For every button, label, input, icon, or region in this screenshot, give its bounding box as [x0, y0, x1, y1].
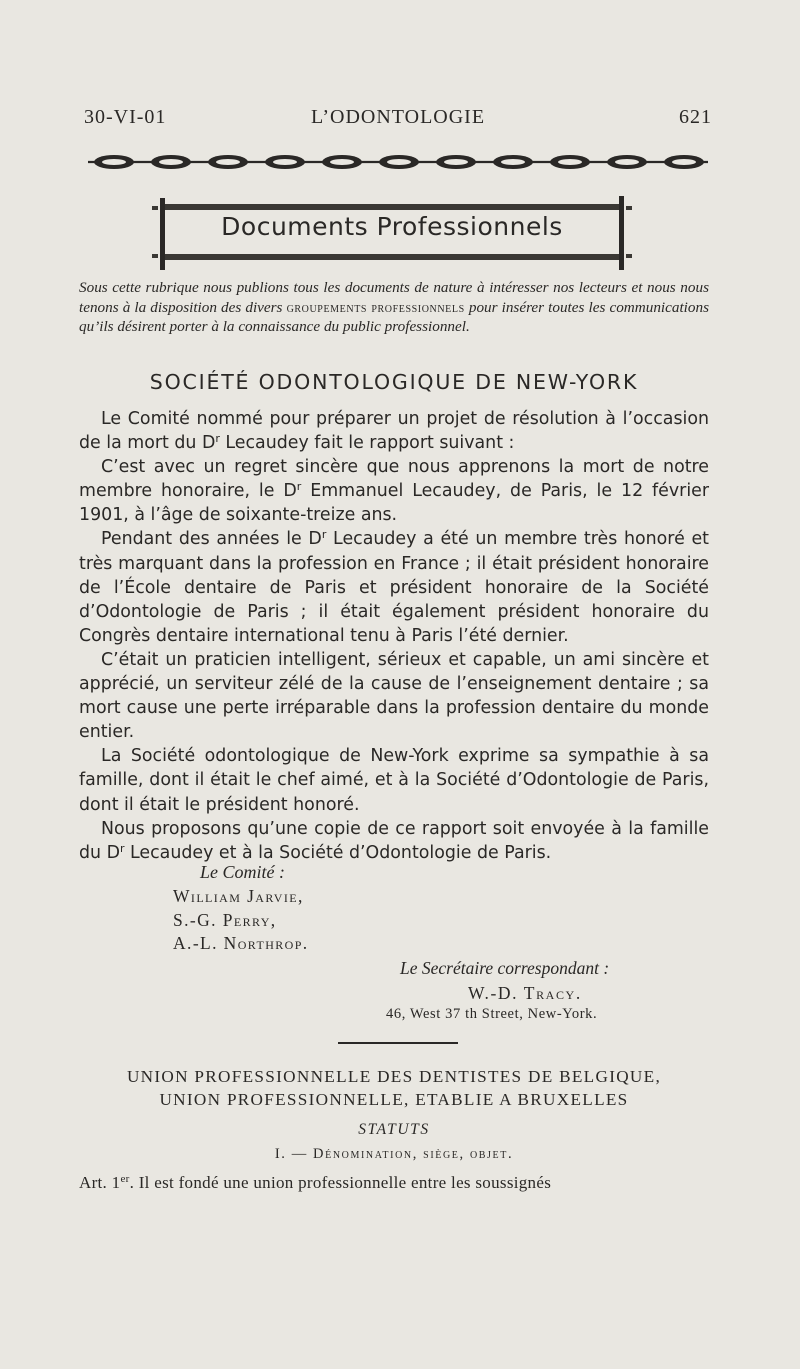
committee-label: Le Comité :	[200, 862, 285, 882]
secretary-name	[468, 983, 582, 1004]
superscript: r	[321, 528, 327, 542]
signature-name	[173, 910, 277, 931]
superscript: er	[120, 1173, 130, 1185]
sig-rest: illiam Jarvie,	[190, 886, 304, 906]
section-number: I. —	[274, 1146, 314, 1162]
intro-text-1: Sous cette rubrique nous publions tous les documents de nature à intéresser nos lecteurs et nous nous tenons à la disposition des divers	[79, 279, 709, 316]
superscript: r	[119, 841, 125, 855]
signature-name	[173, 886, 304, 907]
paragraph	[79, 455, 709, 527]
sig-rest: erry,	[233, 910, 277, 930]
sig-initials: S.-G. P	[173, 910, 234, 930]
section-heading: SOCIÉTÉ ODONTOLOGIQUE DE NEW-YORK	[149, 370, 639, 394]
text: Lecaudey fait le rapport suivant :	[219, 433, 515, 454]
article-text: . Il est fondé une union professionnelle entre les soussignés	[129, 1173, 552, 1192]
paragraph	[79, 527, 709, 647]
union-heading-1: UNION PROFESSIONNELLE DES DENTISTES DE BELGIQUE,	[126, 1067, 662, 1086]
statuts-heading: STATUTS	[358, 1121, 430, 1138]
header-journal-title: L’ODONTOLOGIE	[310, 106, 486, 128]
paragraph: C’était un praticien intelligent, sérieux et capable, un ami sincère et apprécié, un serviteur zélé de la cause de l’enseignement dentaire ; sa mort cause une perte irréparable dans la profession dentaire du monde entier.	[79, 649, 709, 743]
section-name: Dénomination, siège, objet.	[313, 1146, 514, 1162]
ornamental-divider	[84, 152, 712, 172]
article-body	[79, 407, 709, 865]
header-date: 30-VI-01	[84, 106, 167, 128]
intro-text-2: pour insérer toutes les communications qu’ils désirent porter à la connaissance du public professionnel.	[79, 298, 710, 336]
signature-name	[173, 933, 309, 954]
secretary-address: 46, West 37 th Street, New-York.	[386, 1006, 598, 1022]
sig-initials: A.-L. N	[173, 933, 238, 953]
secretary-label: Le Secrétaire correspondant :	[400, 958, 610, 978]
text: Lecaudey et à la Société d’Odontologie de Paris.	[124, 842, 552, 863]
text: Pendant des années le D	[101, 529, 322, 550]
section-subheading	[79, 1146, 709, 1163]
sec-initials: W.-D. T	[468, 983, 537, 1003]
superscript: r	[215, 432, 220, 446]
section-banner	[152, 192, 632, 270]
header-page-number: 621	[679, 106, 712, 128]
article-line	[79, 1173, 709, 1193]
paragraph	[79, 817, 709, 865]
intro-smallcaps: groupements professionnels	[286, 299, 465, 315]
text: C’est avec un regret sincère que nous apprenons la mort de notre membre honoraire, le D	[79, 457, 709, 502]
paragraph: La Société odontologique de New-York exprime sa sympathie à sa famille, dont il était le chef aimé, et à la Société d’Odontologie de Paris, dont il était le président honoré.	[79, 746, 709, 815]
intro-paragraph	[79, 278, 709, 337]
sig-rest: orthrop.	[237, 933, 309, 953]
sig-initials: W	[173, 886, 191, 906]
text: Lecaudey a été un membre très honoré et très marquant dans la profession en France ; il était président honoraire de l’École dentaire de Paris et président honoraire de la Société d’Odontologie de Paris ; il était également président honoraire du Congrès dentaire international tenu à Paris l’été dernier.	[79, 529, 709, 646]
superscript: r	[296, 480, 302, 494]
paragraph	[79, 407, 709, 455]
text: Nous proposons qu’une copie de ce rapport soit envoyée à la famille du D	[79, 818, 709, 863]
banner-title: Documents Professionnels	[221, 212, 563, 241]
union-heading-2: UNION PROFESSIONNELLE, ETABLIE A BRUXELLES	[159, 1090, 629, 1109]
article-number: Art. 1	[79, 1173, 121, 1192]
text: Emmanuel Lecaudey, de Paris, le 12 février 1901, à l’âge de soixante-treize ans.	[79, 481, 710, 526]
sec-rest: racy.	[536, 983, 582, 1003]
running-header	[84, 106, 712, 136]
text: Le Comité nommé pour préparer un projet de résolution à l’occasion de la mort du D	[79, 409, 709, 454]
section-rule	[338, 1042, 458, 1044]
